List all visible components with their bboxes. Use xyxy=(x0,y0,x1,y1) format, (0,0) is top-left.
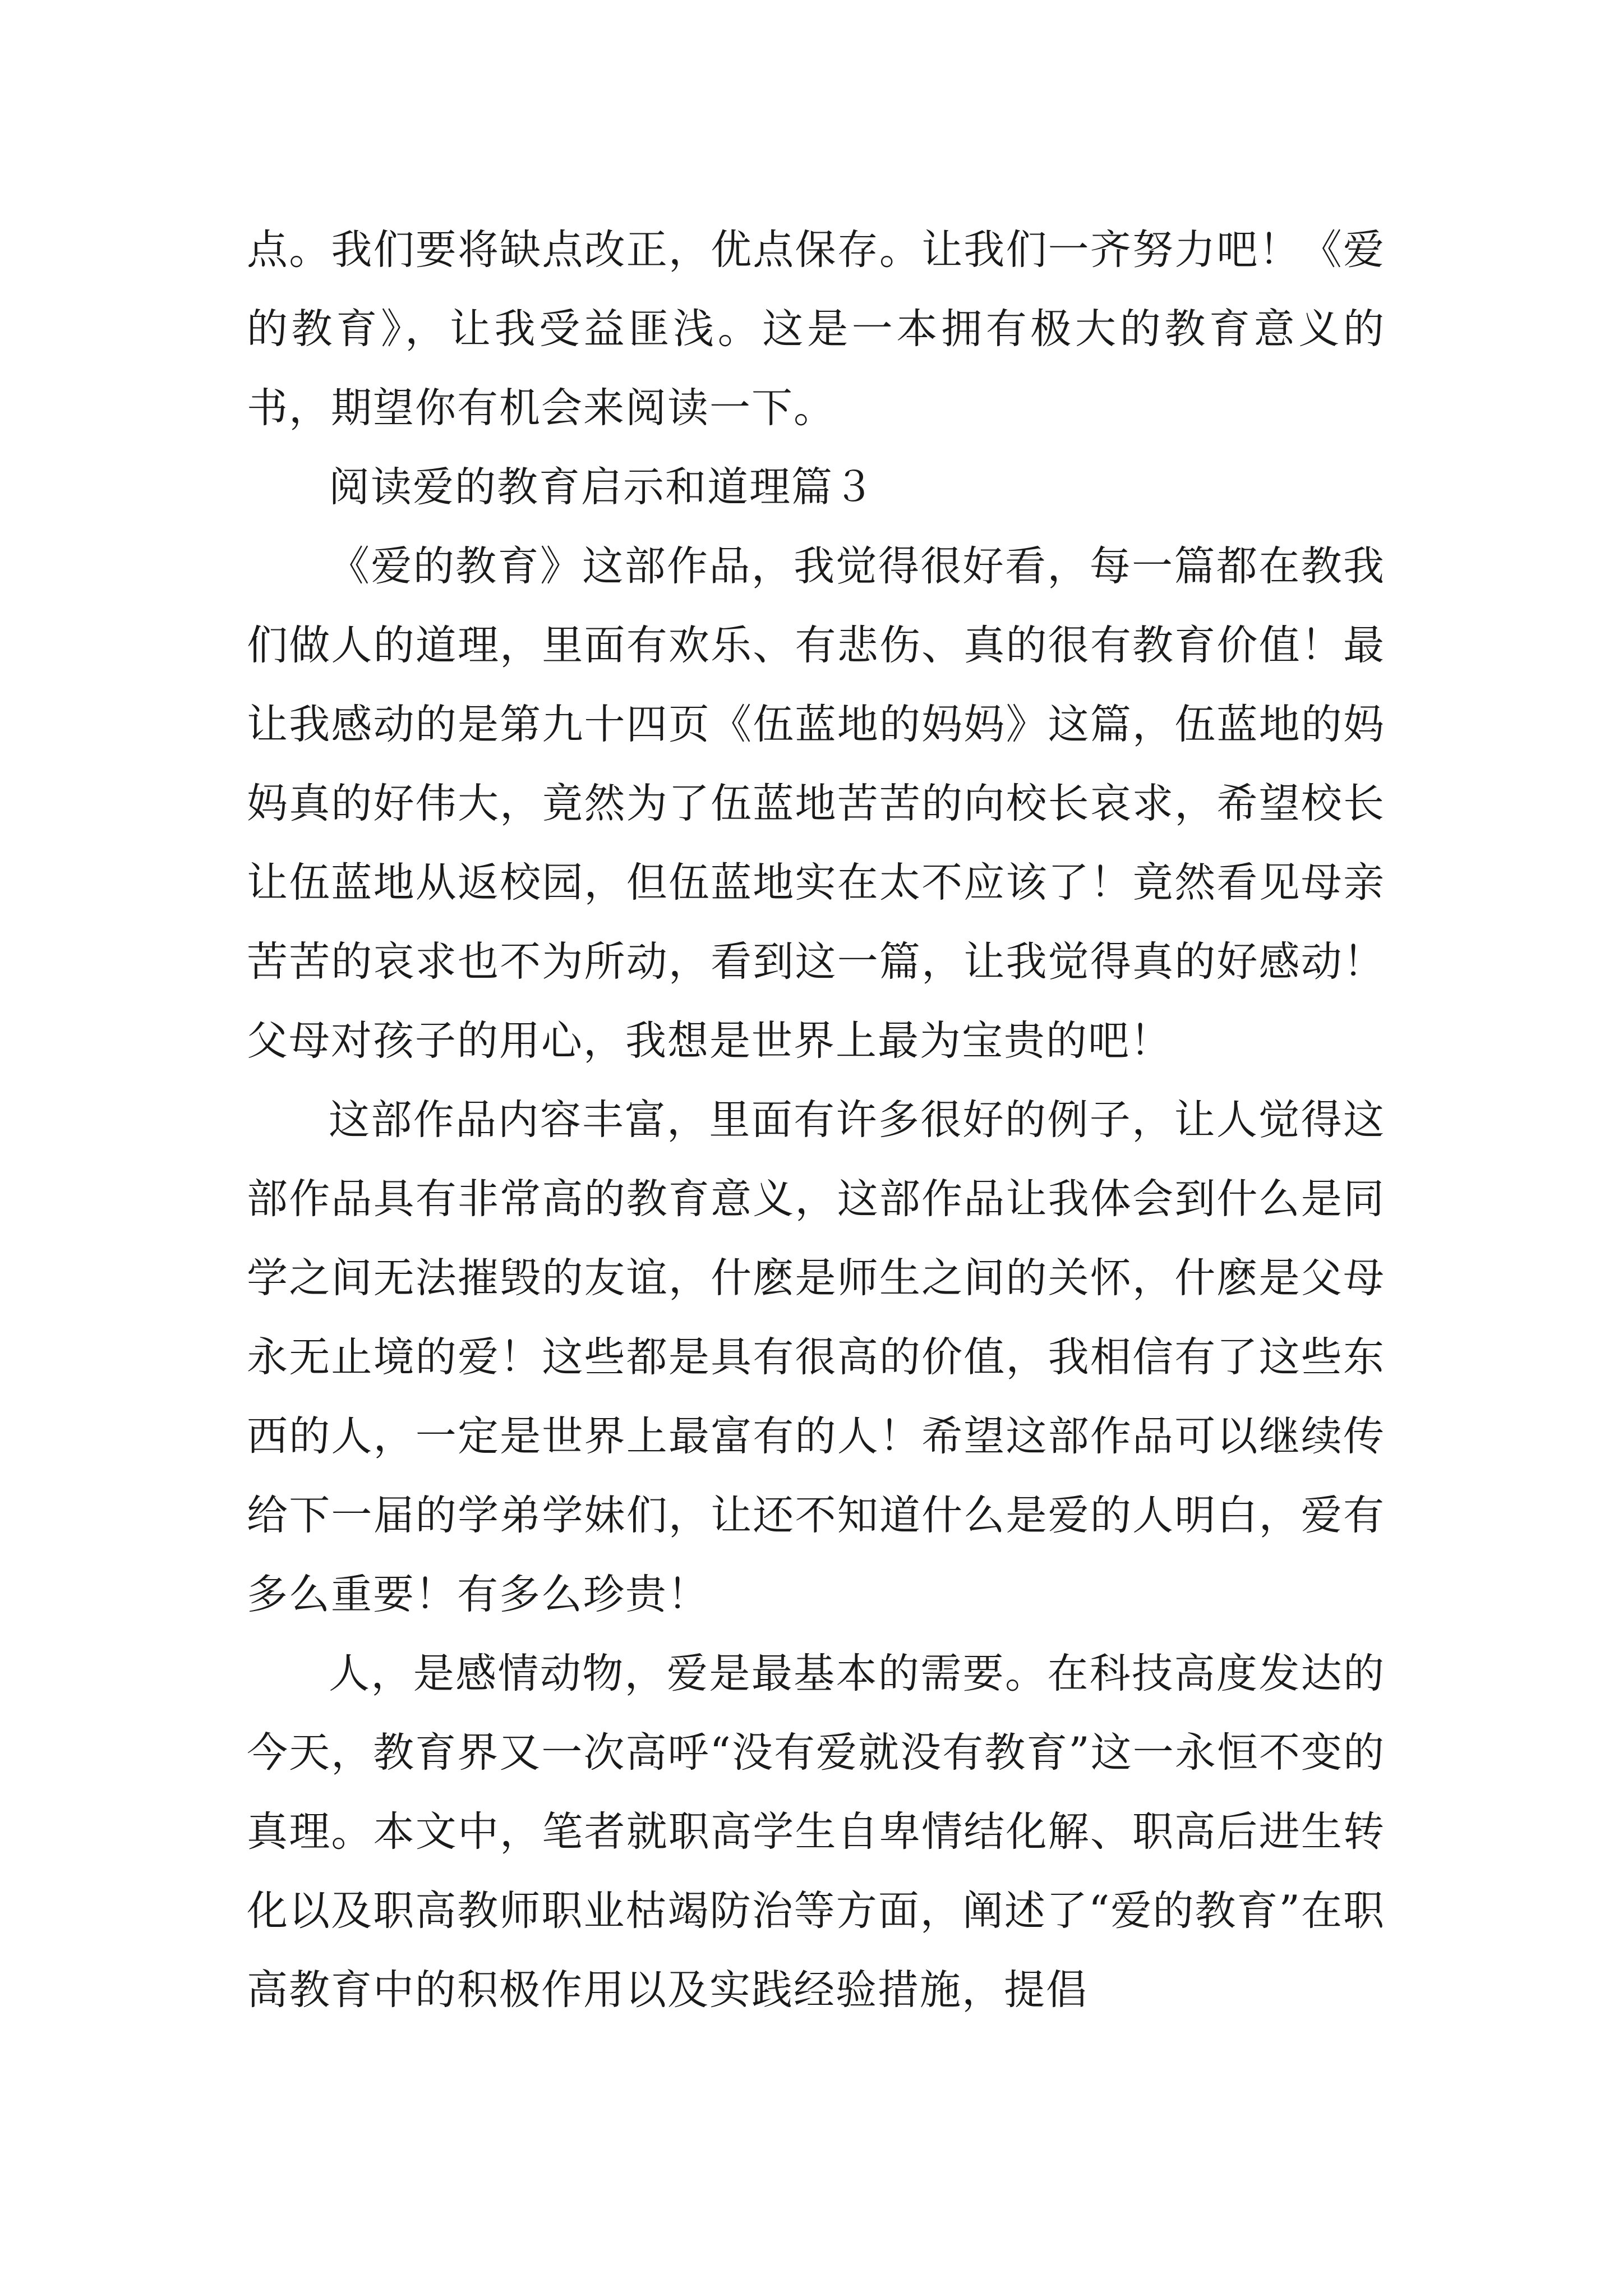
document-body xyxy=(247,210,1385,2030)
paragraph: 人，是感情动物，爱是最基本的需要。在科技高度发达的今天，教育界又一次高呼“没有爱就没有教育”这一永恒不变的真理。本文中，笔者就职高学生自卑情结化解、职高后进生转化以及职高教师职业枯竭防治等方面，阐述了“爱的教育”在职高教育中的积极作用以及实践经验措施，提倡 xyxy=(247,1650,1385,2014)
section-heading: 阅读爱的教育启示和道理篇３ xyxy=(329,463,875,511)
paragraph: 《爱的教育》这部作品，我觉得很好看，每一篇都在教我们做人的道理，里面有欢乐、有悲伤、真的很有教育价值！最让我感动的是第九十四页《伍蓝地的妈妈》这篇，伍蓝地的妈妈真的好伟大，竟然为了伍蓝地苦苦的向校长哀求，希望校长让伍蓝地从返校园，但伍蓝地实在太不应该了！竟然看见母亲苦苦的哀求也不为所动，看到这一篇，让我觉得真的好感动！父母对孩子的用心，我想是世界上最为宝贵的吧！ xyxy=(247,542,1385,1065)
paragraph-continuation: 点。我们要将缺点改正，优点保存。让我们一齐努力吧！《爱的教育》，让我受益匪浅。这是一本拥有极大的教育意义的书，期望你有机会来阅读一下。 xyxy=(247,226,1385,432)
paragraph: 这部作品内容丰富，里面有许多很好的例子，让人觉得这部作品具有非常高的教育意义，这部作品让我体会到什么是同学之间无法摧毁的友谊，什麽是师生之间的关怀，什麽是父母永无止境的爱！这些都是具有很高的价值，我相信有了这些东西的人，一定是世界上最富有的人！希望这部作品可以继续传给下一届的学弟学妹们，让还不知道什么是爱的人明白，爱有多么重要！有多么珍贵！ xyxy=(247,1096,1385,1618)
